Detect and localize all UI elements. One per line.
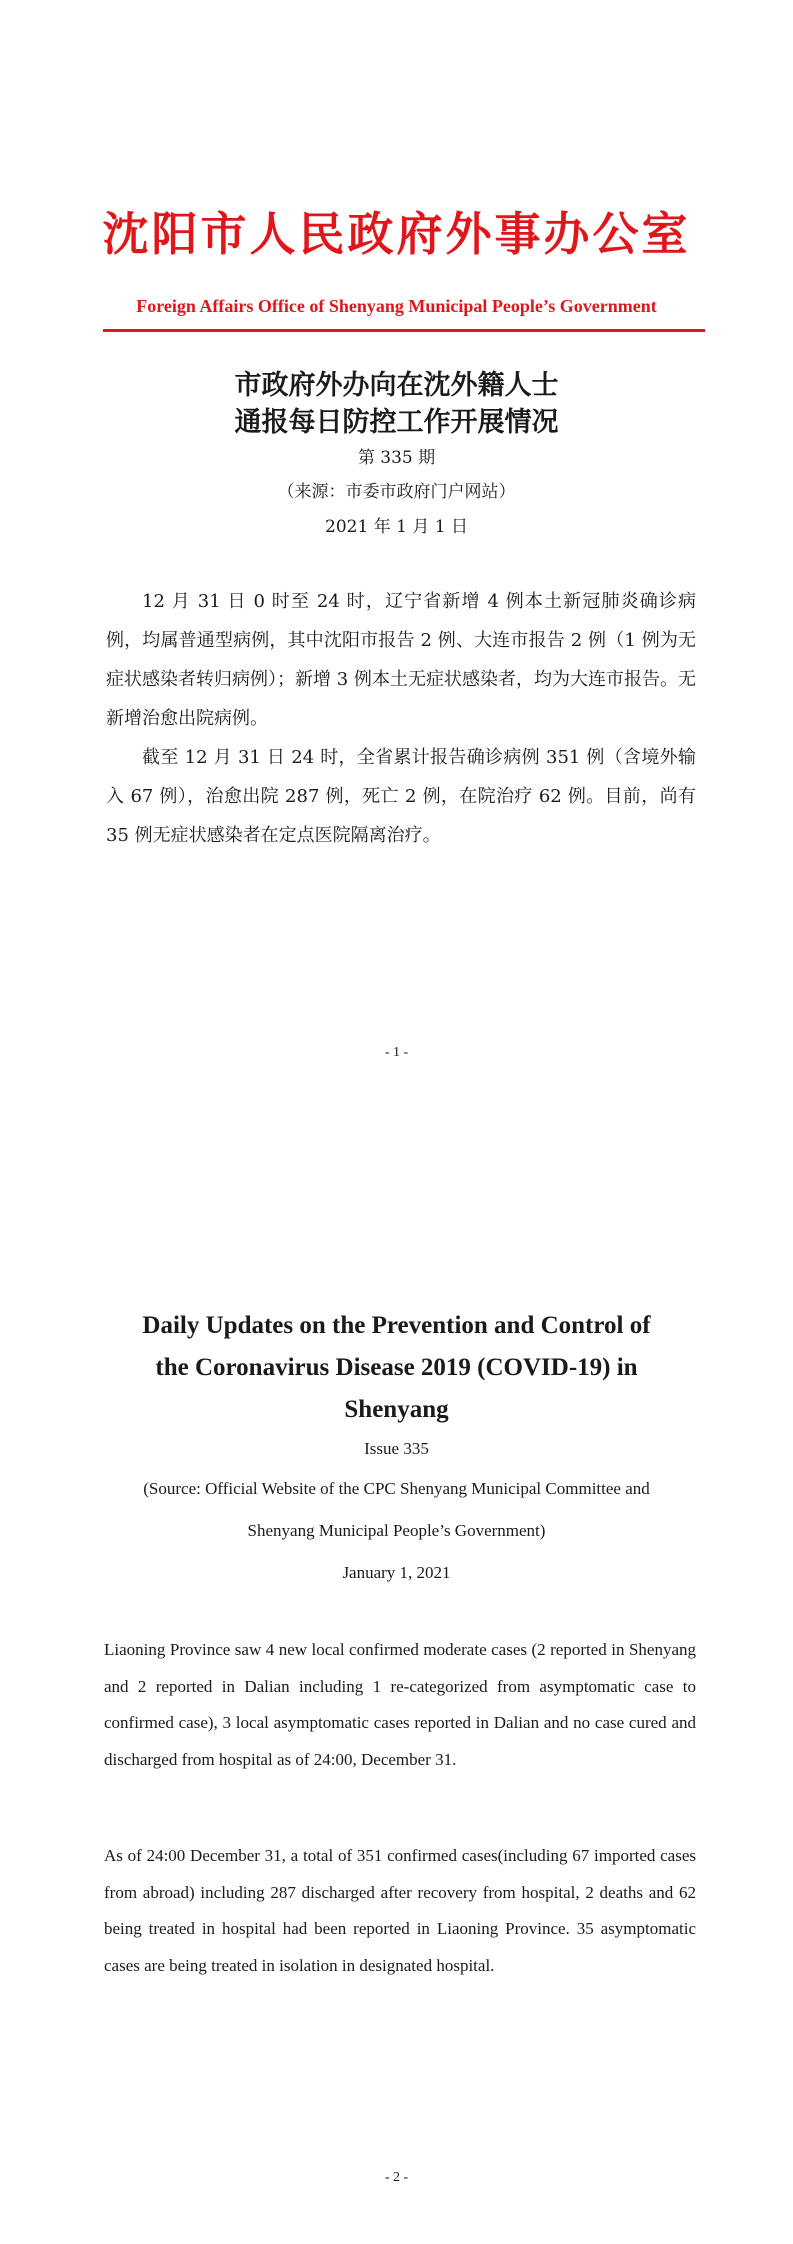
en-date: January 1, 2021 xyxy=(342,1563,451,1582)
en-paragraph-2: As of 24:00 December 31, a total of 351 confirmed cases(including 67 imported cases from abroad) including 287 discharged after recovery from hospital, 2 deaths and 62 being treated in hospital had been reported in Liaoning Province. 35 asymptomatic cases are being treated in isolation in designated hospital. xyxy=(104,1846,696,1975)
en-heading-line1: Daily Updates on the Prevention and Control of xyxy=(142,1312,651,1339)
cn-issue: 第 335 期 xyxy=(357,448,436,468)
letterhead-divider xyxy=(103,329,705,332)
en-paragraph-1: Liaoning Province saw 4 new local confirmed moderate cases (2 reported in Shenyang and 2 reported in Dalian including 1 re-categorized from asymptomatic case to confirmed case), 3 local asymptomatic cases reported in Dalian and no case cured and discharged from hospital as of 24:00, December 31. xyxy=(104,1640,696,1769)
letterhead-title-en: Foreign Affairs Office of Shenyang Municipal People’s Government xyxy=(136,296,657,316)
cn-paragraph-2: 截至 12 月 31 日 24 时，全省累计报告确诊病例 351 例（含境外输入 67 例），治愈出院 287 例，死亡 2 例，在院治疗 62 例。目前，尚有 35 例无症状感染者在定点医院隔离治疗。 xyxy=(106,747,696,846)
cn-heading-line2: 通报每日防控工作开展情况 xyxy=(234,407,559,438)
cn-date: 2021 年 1 月 1 日 xyxy=(325,517,468,537)
page-number-1: - 1 - xyxy=(384,1045,409,1060)
cn-source: （来源：市委市政府门户网站） xyxy=(277,482,516,502)
cn-heading-line1: 市政府外办向在沈外籍人士 xyxy=(234,370,559,401)
en-source-line2: Shenyang Municipal People’s Government) xyxy=(247,1521,546,1540)
en-heading-line2: the Coronavirus Disease 2019 (COVID-19) in xyxy=(155,1354,638,1381)
cn-body xyxy=(106,582,696,855)
en-issue: Issue 335 xyxy=(364,1439,429,1458)
en-heading-line3: Shenyang xyxy=(344,1396,449,1423)
cn-paragraph-1: 12 月 31 日 0 时至 24 时，辽宁省新增 4 例本土新冠肺炎确诊病例，均属普通型病例，其中沈阳市报告 2 例、大连市报告 2 例（1 例为无症状感染者转归病例）；新增 3 例本土无症状感染者，均为大连市报告。无新增治愈出院病例。 xyxy=(106,591,696,729)
letterhead-title-cn: 沈阳市人民政府外事办公室 xyxy=(102,207,691,261)
en-source-line1: (Source: Official Website of the CPC Shenyang Municipal Committee and xyxy=(143,1479,650,1498)
page-number-2: - 2 - xyxy=(384,2170,409,2185)
